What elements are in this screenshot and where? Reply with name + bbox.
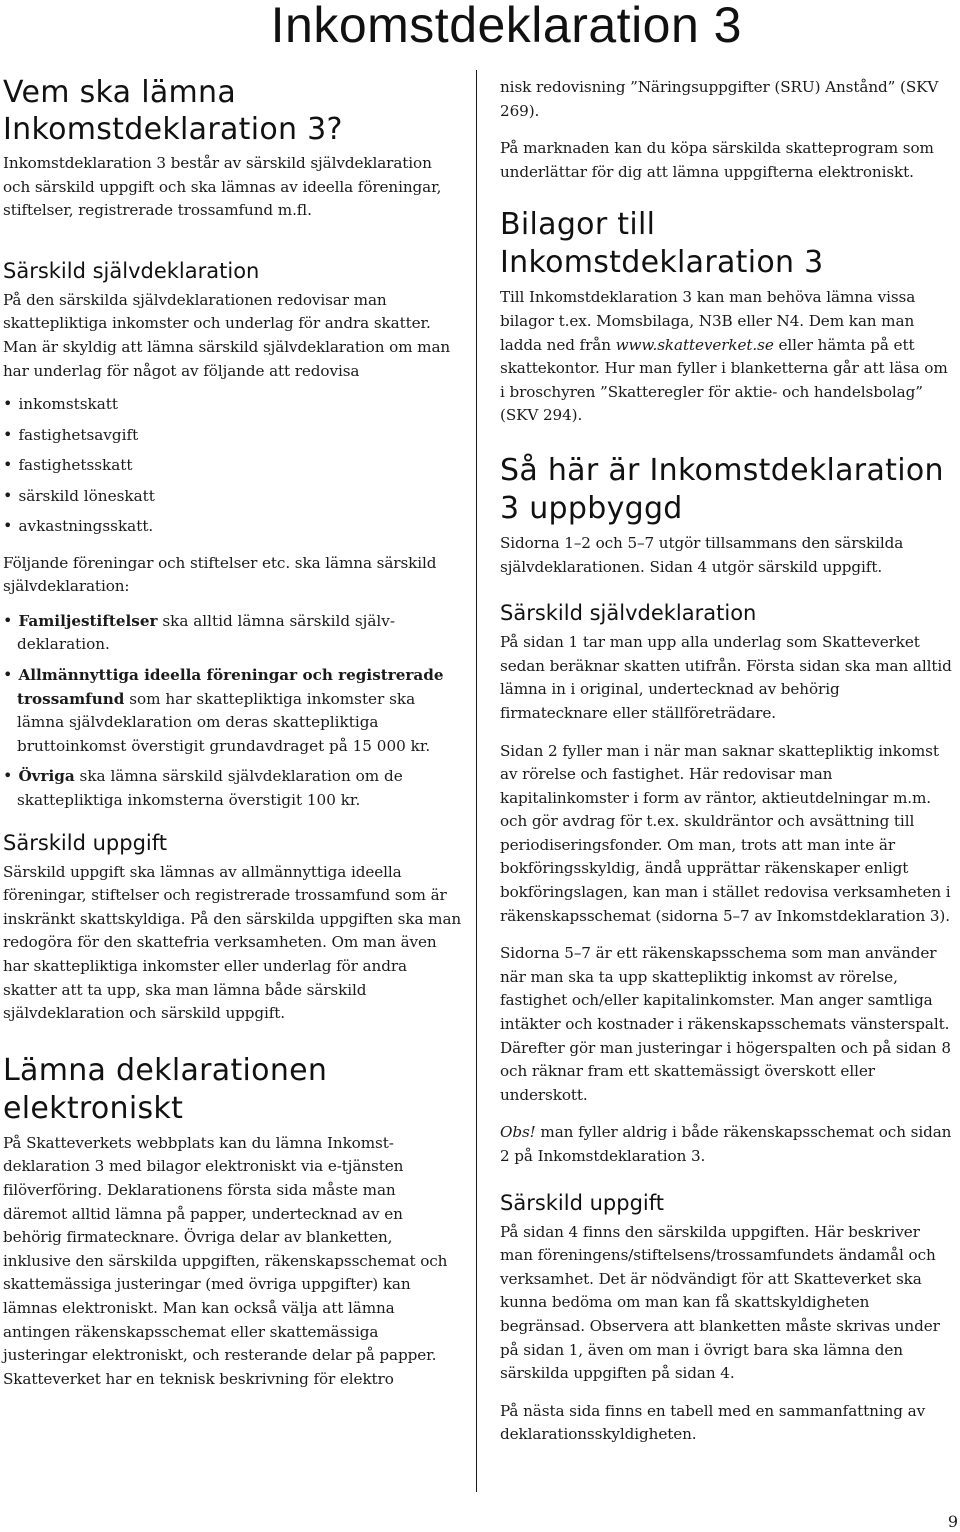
list-item-bold: Övriga (18, 767, 75, 786)
obs-label: Obs! (500, 1123, 536, 1142)
list-item-text: ska lämna särskild självdeklaration om de skattepliktiga inkomsterna överstigit 100 kr. (17, 767, 403, 809)
paragraph-nasta-sida: På nästa sida finns en tabell med en sammanfattning av deklarationsskyldigheten. (500, 1401, 926, 1444)
list-item: • fastighetsskatt (3, 450, 463, 481)
heading-sarskild-sjalvdeklaration: Särskild självdeklaration (3, 258, 260, 283)
list-item (3, 609, 463, 657)
left-column (3, 74, 463, 1391)
paragraph-continued: nisk redovisning ”Näringsuppgifter (SRU) Anstånd” (SKV 269). (500, 78, 939, 120)
paragraph-who: Inkomstdeklaration 3 består av särskild självdeklaration och särskild uppgift och ska lämnas av ideella föreningar, stiftelser, registrerade trossamfund m.fl. (3, 154, 442, 220)
organisation-list (3, 609, 463, 813)
list-item: • inkomstskatt (3, 389, 463, 420)
heading-sarskild-sjalvdeklaration-right: Särskild självdeklaration (500, 601, 757, 626)
tax-list (3, 389, 463, 542)
right-column (500, 76, 952, 1447)
website-link[interactable]: www.skatteverket.se (615, 335, 774, 354)
paragraph-sidan-2: Sidan 2 fyller man i när man saknar skattepliktig inkomst av rörelse och fastighet. Här redovisar man kapitalinkomster i form av räntor, aktieutdelningar m.m. och gör avdrag för t.ex. skuldräntor och avsättning till periodiseringsfonder. Om man, trots att man inte är bokföringsskyldig, ändå upprättar räkenskaper enligt bokföringslagen, kan man i stället redovisa verksamheten i räkenskapsschemat (sidorna 5–7 av Inkomstdeklaration 3). (500, 741, 951, 925)
list-item: • särskild löneskatt (3, 481, 463, 512)
paragraph-obs (500, 1121, 952, 1168)
paragraph-sidan-4: På sidan 4 finns den särskilda uppgiften. Här beskriver man föreningens/stiftelsens/trossamfundets ändamål och verksamhet. Det är nödvändigt för att Skatteverket ska kunna bedöma om man kan få skattskyldigheten begränsad. Observera att blanketten måste skrivas under på sidan 1, även om man i övrigt bara ska lämna den särskilda uppgiften på sidan 4. (500, 1222, 940, 1383)
list-item: • avkastningsskatt. (3, 511, 463, 542)
heading-sarskild-uppgift-right: Särskild uppgift (500, 1190, 665, 1215)
list-item-bold: Allmännyttiga ideella föreningar och registrerade trossamfund (17, 666, 444, 708)
heading-who: Vem ska lämna Inkomstdeklaration 3? (3, 75, 343, 147)
text: Till Inkomstdeklaration 3 kan man behöva lämna vissa bilagor t.ex. Momsbilaga, N3B eller N4. Dem kan man ladda ned från (500, 288, 916, 354)
list-item-bold: Familjestiftelser (18, 611, 158, 630)
paragraph-sidan-1: På sidan 1 tar man upp alla underlag som Skatteverket sedan beräknar skatten utifrån. Första sidan ska man alltid lämna in i original, undertecknad av behörig firmatecknare eller ställföreträdare. (500, 633, 952, 722)
heading-sarskild-uppgift: Särskild uppgift (3, 830, 168, 855)
paragraph-uppbyggd: Sidorna 1–2 och 5–7 utgör tillsammans den särskilda självdeklarationen. Sidan 4 utgör särskild uppgift. (500, 533, 904, 576)
column-divider (476, 70, 477, 1492)
heading-bilagor: Bilagor till Inkomstdeklaration 3 (500, 207, 824, 281)
paragraph-sarskild-sjalvdeklaration: På den särskilda självdeklarationen redovisar man skattepliktiga inkomster och underlag för andra skatter. Man är skyldig att lämna särskild självdeklaration om man har underlag för något av följande att redovisa (3, 290, 451, 380)
list-item (3, 663, 463, 758)
list-item-text: som har skattepliktiga inkomster ska lämna självdeklaration om deras skattepliktiga bruttoinkomst överstigit grundavdraget på 15 000 kr. (17, 689, 431, 755)
paragraph-sarskild-uppgift: Särskild uppgift ska lämnas av allmännyttiga ideella föreningar, stiftelser och registrerade trossamfund som är inskränkt skattskyldiga. På den särskilda uppgiften ska man redogöra för den skattefria verksamheten. Om man även har skattepliktiga inkomster eller underlag för andra skatter att ta upp, ska man lämna både särskild självdeklaration och särskild uppgift. (3, 862, 462, 1023)
page-number: 9 (947, 1512, 958, 1531)
list-item-text: ska alltid lämna särskild självdeklaration. (17, 611, 396, 654)
paragraph-elektroniskt: På Skatteverkets webbplats kan du lämna Inkomstdeklaration 3 med bilagor elektroniskt via e-tjänsten filöverföring. Deklarationens första sida måste man däremot alltid lämna på papper, undertecknad av en behörig firmatecknare. Övriga delar av blanketten, inklusive den särskilda uppgiften, räkenskapsschemat och skattemässiga justeringar (med övriga uppgifter) kan lämnas elektroniskt. Man kan också välja att lämna antingen räkenskapsschemat eller skattemässiga justeringar elektroniskt, och resterande delar på papper. Skatteverket har en teknisk beskrivning för elektro (3, 1133, 448, 1388)
paragraph-market: På marknaden kan du köpa särskilda skatteprogram som underlättar för dig att lämna uppgifterna elektroniskt. (500, 139, 934, 181)
page-title: Inkomstdeklaration 3 (270, 0, 742, 53)
paragraph-bilagor (500, 286, 952, 428)
text: man fyller aldrig i både räkenskapsschemat och sidan 2 på Inkomstdeklaration 3. (500, 1123, 952, 1165)
paragraph-sidorna-5-7: Sidorna 5–7 är ett räkenskapsschema som man använder när man ska ta upp skattepliktig inkomst av rörelse, fastighet och/eller kapitalinkomster. Man anger samtliga intäkter och kostnader i räkenskapsschemats vänsterspalt. Därefter gör man justeringar i högerspalten och på sidan 8 och räknar fram ett skattemässigt överskott eller underskott. (500, 944, 951, 1104)
text: eller hämta på ett skattekontor. Hur man fyller i blanketterna går att läsa om i broschyren ”Skatteregler för aktie- och handelsbolag” (SKV 294). (500, 335, 948, 425)
paragraph-foljande: Följande föreningar och stiftelser etc. ska lämna särskild självdeklaration: (3, 553, 437, 596)
heading-elektroniskt: Lämna deklarationen elektroniskt (3, 1052, 328, 1126)
list-item: • fastighetsavgift (3, 420, 463, 451)
list-item (3, 764, 463, 812)
heading-uppbyggd: Så här är Inkomstdeklaration 3 uppbyggd (500, 452, 944, 526)
